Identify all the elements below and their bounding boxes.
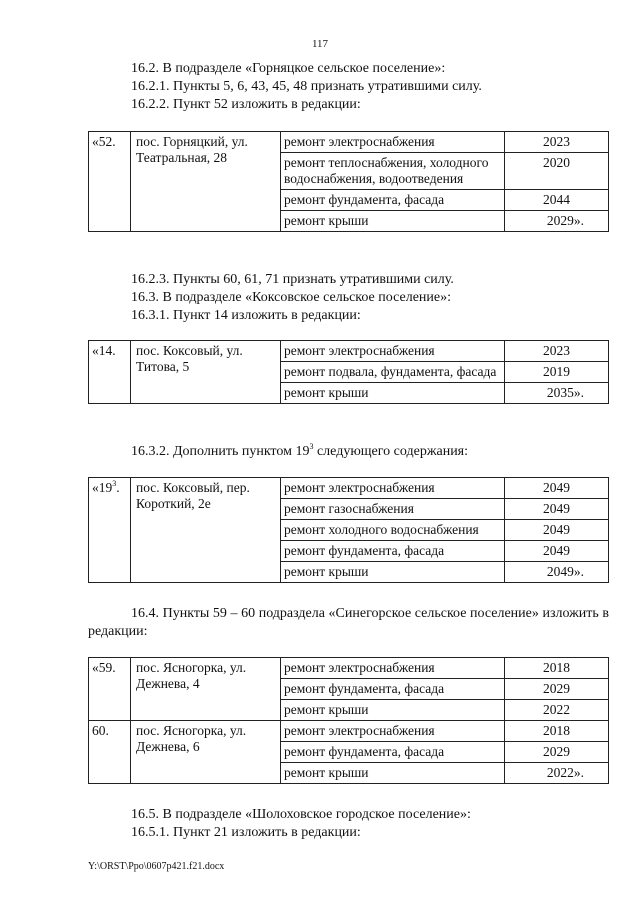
work-type: ремонт электроснабжения [281,341,505,362]
work-type: ремонт холодного водоснабжения [281,520,505,541]
item-number: «14. [89,341,131,404]
work-type: ремонт электроснабжения [281,132,505,153]
item-address: пос. Ясногорка, ул. Дежнева, 6 [131,721,281,784]
table-row [89,132,609,153]
table-row [89,721,609,742]
work-type: ремонт фундамента, фасада [281,190,505,211]
work-type: ремонт газоснабжения [281,499,505,520]
item-number: 60. [89,721,131,784]
work-type: ремонт фундамента, фасада [281,742,505,763]
table-row [89,341,609,362]
item-address: пос. Коксовый, ул. Титова, 5 [131,341,281,404]
item-address: пос. Горняцкий, ул. Театральная, 28 [131,132,281,232]
work-year: 2049». [505,562,609,583]
work-year: 2022». [505,763,609,784]
work-type: ремонт электроснабжения [281,658,505,679]
table-item-52 [88,131,609,232]
paragraph-16-2-2: 16.2.2. Пункт 52 изложить в редакции: [131,97,361,112]
work-type: ремонт крыши [281,562,505,583]
work-year: 2049 [505,478,609,499]
work-year: 2023 [505,132,609,153]
work-type: ремонт электроснабжения [281,478,505,499]
work-year: 2022 [505,700,609,721]
work-type: ремонт крыши [281,700,505,721]
work-year: 2029». [505,211,609,232]
work-year: 2049 [505,520,609,541]
table-row [89,658,609,679]
item-number-text: «19 [92,480,113,495]
file-path-footer: Y:\ORST\Ppo\0607p421.f21.docx [88,861,225,872]
work-year: 2049 [505,541,609,562]
work-type: ремонт крыши [281,763,505,784]
item-number: «59. [89,658,131,721]
paragraph-16-2-1: 16.2.1. Пункты 5, 6, 43, 45, 48 признать утратившими силу. [131,79,482,94]
paragraph-16-2: 16.2. В подразделе «Горняцкое сельское поселение»: [131,61,446,76]
work-year: 2020 [505,153,609,190]
item-number [89,478,131,583]
paragraph-16-5: 16.5. В подразделе «Шолоховское городское поселение»: [131,807,471,822]
work-year: 2029 [505,679,609,700]
paragraph-16-4: 16.4. Пункты 59 – 60 подраздела «Синегорское сельское поселение» изложить в редакции: [88,606,609,639]
work-year: 2035». [505,383,609,404]
work-year: 2023 [505,341,609,362]
page-number: 117 [311,38,329,50]
item-number: «52. [89,132,131,232]
work-type: ремонт электроснабжения [281,721,505,742]
paragraph-text: 16.3.2. Дополнить пунктом 19 [131,444,310,459]
work-year: 2049 [505,499,609,520]
paragraph-16-3-1: 16.3.1. Пункт 14 изложить в редакции: [131,308,361,323]
item-address: пос. Ясногорка, ул. Дежнева, 4 [131,658,281,721]
work-year: 2044 [505,190,609,211]
paragraph-16-3: 16.3. В подразделе «Коксовское сельское поселение»: [131,290,451,305]
table-items-59-60 [88,657,609,784]
item-address: пос. Коксовый, пер. Короткий, 2е [131,478,281,583]
paragraph-text: следующего содержания: [313,444,469,459]
paragraph-16-5-1: 16.5.1. Пункт 21 изложить в редакции: [131,825,361,840]
work-type: ремонт подвала, фундамента, фасада [281,362,505,383]
item-number-dot: . [116,480,120,495]
work-type: ремонт фундамента, фасада [281,541,505,562]
work-year: 2018 [505,658,609,679]
superscript: 3 [112,479,117,488]
work-year: 2018 [505,721,609,742]
paragraph-16-3-2 [131,443,468,461]
superscript: 3 [309,442,314,451]
work-type: ремонт теплоснабжения, холодного водоснабжения, водоотведения [281,153,505,190]
work-type: ремонт крыши [281,211,505,232]
work-year: 2019 [505,362,609,383]
table-row [89,478,609,499]
table-item-14 [88,340,609,404]
work-type: ремонт фундамента, фасада [281,679,505,700]
work-type: ремонт крыши [281,383,505,404]
table-item-19-3 [88,477,609,583]
work-year: 2029 [505,742,609,763]
paragraph-16-2-3: 16.2.3. Пункты 60, 61, 71 признать утратившими силу. [131,272,454,287]
